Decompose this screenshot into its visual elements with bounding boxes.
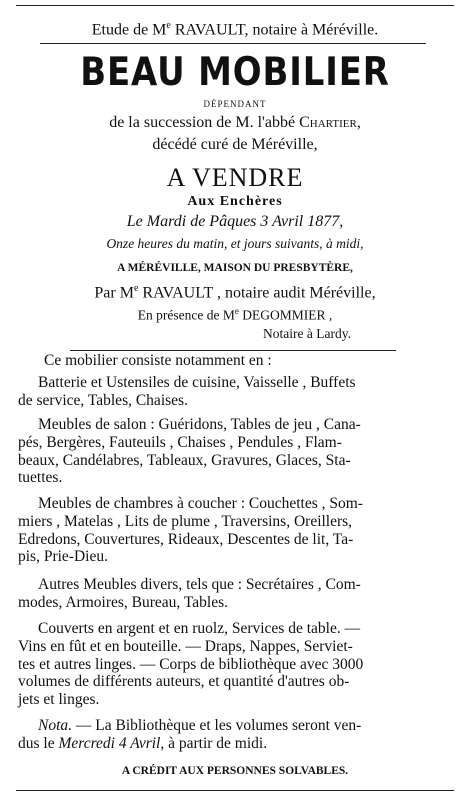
presence-line: En présence de Me DEGOMMIER , — [137, 306, 333, 323]
nota-date: Mercredi 4 Avril — [58, 734, 161, 752]
paragraph-divers: Autres Meubles divers, tels que : Secrétaires , Com- modes, Armoires, Bureau, Tables. — [18, 576, 361, 611]
time-line: Onze heures du matin, et jours suivants, à midi, — [106, 236, 364, 251]
header-rule — [40, 43, 426, 44]
nota-label: Nota. — [38, 717, 73, 734]
paragraph-couverts: Couverts en argent et en ruolz, Services de table. — Vins en fût et en bouteille. — Draps, Nappes, Serviet- tes et autres linges. — Corps de bibliothèque avec 3000 volumes de différents auteurs, et quantité d'autres ob- jets et linges. — [18, 620, 364, 709]
notaire-lardy: Notaire à Lardy. — [263, 326, 351, 341]
place-line: A MÉRÉVILLE, MAISON DU PRESBYTÈRE, — [117, 262, 353, 274]
top-rule — [16, 5, 454, 6]
header-line: Etude de Me RAVAULT, notaire à Méréville. — [91, 20, 379, 39]
decede-line: décédé curé de Méréville, — [152, 136, 318, 153]
a-vendre: A VENDRE — [166, 163, 304, 192]
paragraph-chambres: Meubles de chambres à coucher : Couchettes , Som- miers , Matelas , Lits de plume , Traversins, Oreillers, Edredons, Couvertures, Rideaux, Descentes de lit, Ta- pis, Prie-Dieu. — [18, 495, 363, 566]
par-line: Par Me RAVAULT , notaire audit Méréville, — [94, 283, 376, 302]
bottom-rule — [16, 790, 454, 791]
paragraph-intro: Ce mobilier consiste notamment en : — [44, 352, 272, 369]
abbe-name: Chartier — [299, 114, 357, 131]
aux-encheres: Aux Enchères — [187, 194, 283, 209]
succession-line: de la succession de M. l'abbé Chartier, — [109, 114, 361, 131]
middle-rule — [70, 350, 396, 351]
paragraph-cuisine: Batterie et Ustensiles de cuisine, Vaisselle , Buffets de service, Tables, Chaises. — [18, 374, 356, 409]
notice-title: BEAU MOBILIER — [80, 50, 390, 95]
paragraph-nota: Nota. — La Bibliothèque et les volumes seront ven- dus le Mercredi 4 Avril, à partir de midi. — [18, 717, 362, 752]
footer-line: A CRÉDIT AUX PERSONNES SOLVABLES. — [121, 765, 349, 777]
paragraph-salon: Meubles de salon : Guéridons, Tables de jeu , Cana- pés, Bergères, Fauteuils , Chaises , Pendules , Flam- beaux, Candélabres, Tableaux, Gravures, Glaces, Sta- tuettes. — [18, 416, 361, 487]
date-line: Le Mardi de Pâques 3 Avril 1877, — [126, 213, 344, 230]
dependant-label: DÉPENDANT — [203, 99, 267, 109]
